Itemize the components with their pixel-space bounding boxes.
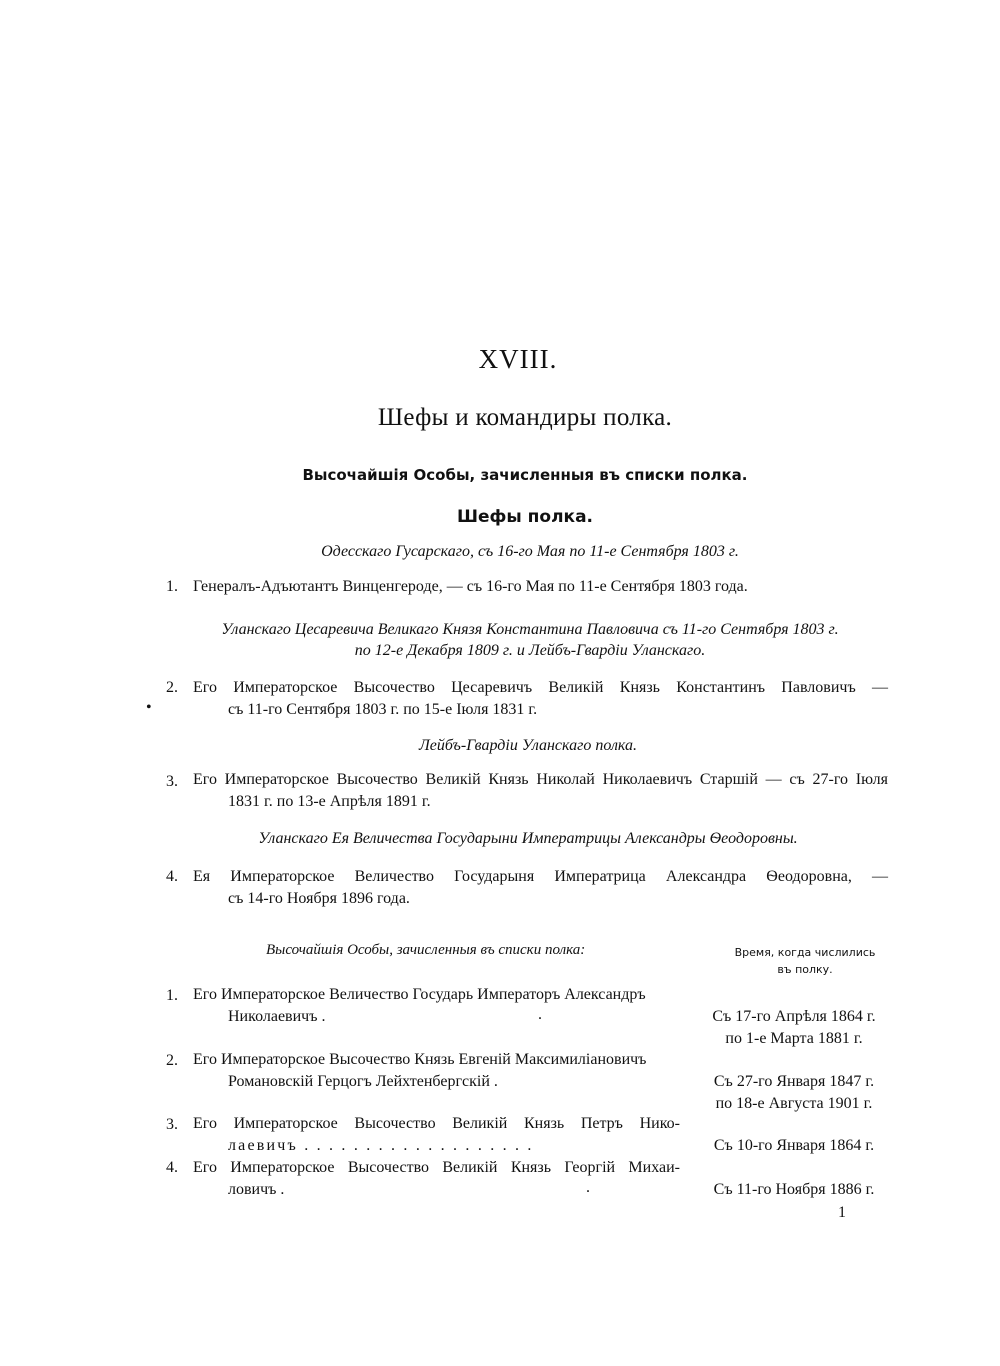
entry-text: Ея Императорское Величество Государыня Императрица Александра Ѳеодоровна, — <box>193 868 888 885</box>
table-row-name: Его Императорское Высочество Князь Евгеній Максимиліановичъ <box>193 1051 647 1068</box>
entry-text: съ 14-го Ноября 1896 года. <box>228 890 410 907</box>
table-heading-left: Высочайшія Особы, зачисленныя въ списки полка: <box>266 942 586 958</box>
table-row-name: лаевичъ . . . . . . . . . . . . . . . . . . . <box>228 1137 534 1154</box>
table-row-number: 3. <box>166 1116 178 1133</box>
table-row-name: Николаевичъ . <box>228 1008 326 1025</box>
chiefs-heading: Шефы полка. <box>456 507 594 527</box>
time-line: Съ 10-го Января 1864 г. <box>713 1137 875 1154</box>
table-row-number: 1. <box>166 987 178 1004</box>
table-row-name: Романовскій Герцогъ Лейхтенбергскій . <box>228 1073 498 1090</box>
leader-dot: . <box>538 1006 542 1023</box>
table-row-time <box>694 1135 894 1157</box>
table-row-number: 4. <box>166 1159 178 1176</box>
section-caption: по 12-е Декабря 1809 г. и Лейбъ-Гвардіи Уланскаго. <box>354 642 706 659</box>
entry-number: 2. <box>166 679 178 696</box>
table-row-name: Его Императорское Величество Государь Императоръ Александръ <box>193 986 646 1003</box>
section-subheading: Высочайшія Особы, зачисленныя въ списки полка. <box>302 466 748 484</box>
time-line: по 1-е Марта 1881 г. <box>725 1030 863 1047</box>
margin-mark: • <box>146 699 152 716</box>
entry-text: Генералъ-Адъютантъ Винценгероде, — съ 16-го Мая по 11-е Сентября 1803 года. <box>193 578 748 595</box>
table-row-name: ловичъ . <box>228 1181 285 1198</box>
entry-text: 1831 г. по 13-е Апрѣля 1891 г. <box>228 793 431 810</box>
table-row-time <box>694 1071 894 1115</box>
entry-text: Его Императорское Высочество Великій Князь Николай Николаевичъ Старшій — съ 27-го Іюля <box>193 771 888 788</box>
section-caption: Одесскаго Гусарскаго, съ 16-го Мая по 11-е Сентября 1803 г. <box>321 543 739 560</box>
leader-dot: . <box>586 1179 590 1196</box>
table-heading-right-line: Время, когда числились <box>734 946 876 959</box>
chapter-title: Шефы и командиры полка. <box>377 404 673 431</box>
table-heading-right <box>705 944 905 978</box>
entry-text: Его Императорское Высочество Цесаревичъ Великій Князь Константинъ Павловичъ — <box>193 679 888 696</box>
table-row-time <box>694 1006 894 1050</box>
table-row-time <box>694 1179 894 1201</box>
time-line: Съ 27-го Января 1847 г. <box>713 1073 875 1090</box>
section-caption: Уланскаго Ея Величества Государыни Императрицы Александры Ѳеодоровны. <box>258 830 798 847</box>
page-number: 1 <box>838 1204 846 1221</box>
section-caption: Лейбъ-Гвардіи Уланскаго полка. <box>418 737 638 754</box>
time-line: Съ 11-го Ноября 1886 г. <box>713 1181 875 1198</box>
table-row-name: Его Императорское Высочество Великій Князь Георгій Михаи- <box>193 1159 680 1176</box>
table-row-name: Его Императорское Высочество Великій Князь Петръ Нико- <box>193 1115 680 1132</box>
section-caption: Уланскаго Цесаревича Великаго Князя Константина Павловича съ 11-го Сентября 1803 г. <box>221 621 839 638</box>
entry-text: съ 11-го Сентября 1803 г. по 15-е Іюля 1831 г. <box>228 701 538 718</box>
time-line: по 18-е Августа 1901 г. <box>715 1095 873 1112</box>
entry-number: 3. <box>166 773 178 790</box>
entry-number: 4. <box>166 868 178 885</box>
entry-number: 1. <box>166 578 178 595</box>
table-heading-right-line: въ полку. <box>777 963 833 976</box>
time-line: Съ 17-го Апрѣля 1864 г. <box>712 1008 876 1025</box>
table-row-number: 2. <box>166 1052 178 1069</box>
chapter-number: XVIII. <box>478 344 558 374</box>
